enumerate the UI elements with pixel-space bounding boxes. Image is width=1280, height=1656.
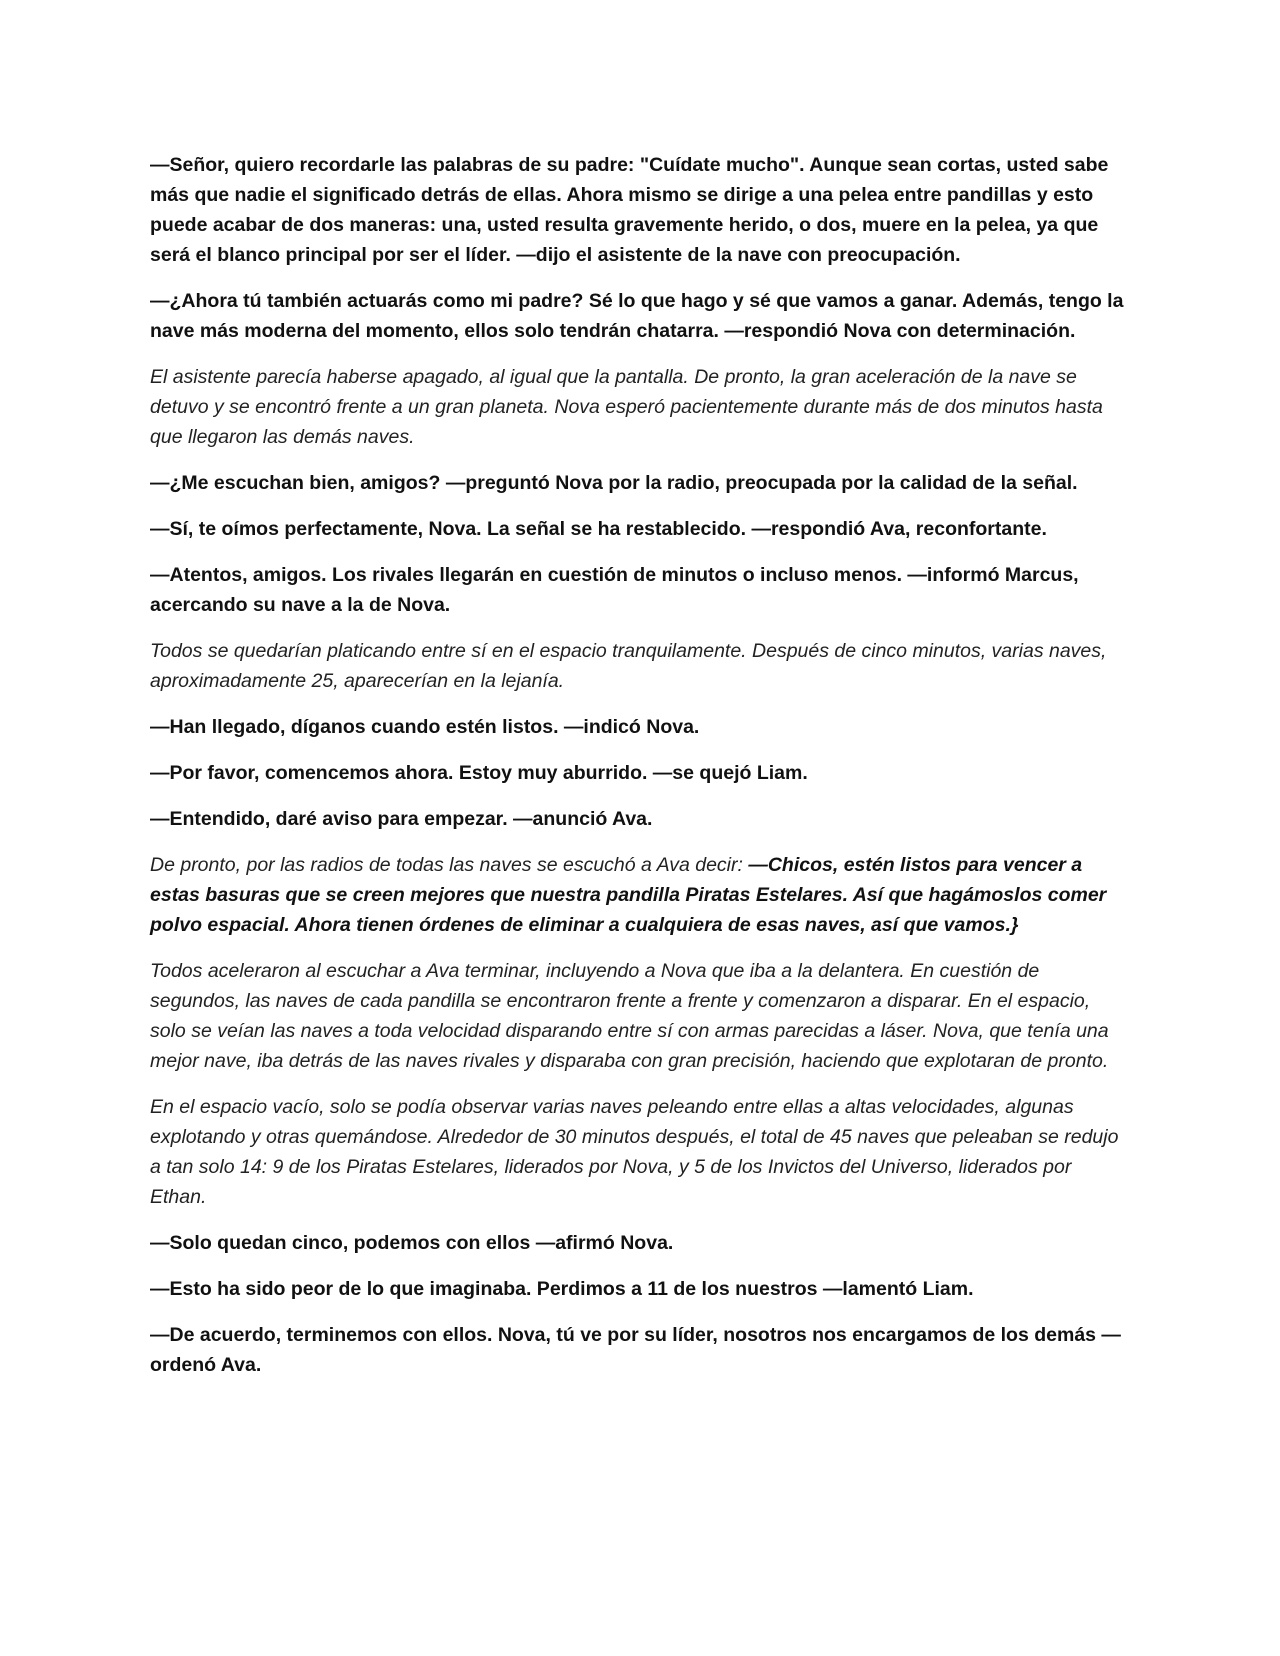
paragraph-dialogue: —De acuerdo, terminemos con ellos. Nova, tú ve por su líder, nosotros nos encargamos de los demás —ordenó Ava. — [150, 1324, 1121, 1376]
paragraph-dialogue: —¿Ahora tú también actuarás como mi padre? Sé lo que hago y sé que vamos a ganar. Además, tengo la nave más moderna del momento, ellos solo tendrán chatarra. —respondió Nova con determinación. — [150, 290, 1124, 342]
paragraph-dialogue: —Señor, quiero recordarle las palabras de su padre: "Cuídate mucho". Aunque sean cortas, usted sabe más que nadie el significado detrás de ellas. Ahora mismo se dirige a una pelea entre pandillas y esto puede acabar de dos maneras: una, usted resulta gravemente herido, o dos, muere en la pelea, ya que será el blanco principal por ser el líder. —dijo el asistente de la nave con preocupación. — [150, 154, 1109, 266]
document-page — [150, 150, 1125, 1396]
paragraph-dialogue: —Atentos, amigos. Los rivales llegarán en cuestión de minutos o incluso menos. —informó Marcus, acercando su nave a la de Nova. — [150, 564, 1079, 616]
paragraph-narration: En el espacio vacío, solo se podía observar varias naves peleando entre ellas a altas velocidades, algunas explotando y otras quemándose. Alrededor de 30 minutos después, el total de 45 naves que peleaban se redujo a tan solo 14: 9 de los Piratas Estelares, liderados por Nova, y 5 de los Invictos del Universo, liderados por Ethan. — [150, 1096, 1119, 1208]
dialogue-emphasis: —Chicos, estén listos para vencer a estas basuras que se creen mejores que nuestra pandilla Piratas Estelares. Así que hagámoslos comer polvo espacial. Ahora tienen órdenes de eliminar a cualquiera de esas naves, así que vamos.} — [150, 854, 1107, 936]
paragraph-dialogue: —Esto ha sido peor de lo que imaginaba. Perdimos a 11 de los nuestros —lamentó Liam. — [150, 1278, 974, 1300]
paragraph-dialogue: —¿Me escuchan bien, amigos? —preguntó Nova por la radio, preocupada por la calidad de la señal. — [150, 472, 1078, 494]
paragraph-dialogue: —Entendido, daré aviso para empezar. —anunció Ava. — [150, 808, 653, 830]
paragraph-dialogue: —Solo quedan cinco, podemos con ellos —afirmó Nova. — [150, 1232, 674, 1254]
narration-lead: De pronto, por las radios de todas las naves se escuchó a Ava decir: — [150, 854, 749, 876]
paragraph-dialogue: —Han llegado, díganos cuando estén listos. —indicó Nova. — [150, 716, 700, 738]
paragraph-narration-with-dialogue — [150, 850, 1125, 940]
paragraph-narration: Todos aceleraron al escuchar a Ava terminar, incluyendo a Nova que iba a la delantera. En cuestión de segundos, las naves de cada pandilla se encontraron frente a frente y comenzaron a disparar. En el espacio, solo se veían las naves a toda velocidad disparando entre sí con armas parecidas a láser. Nova, que tenía una mejor nave, iba detrás de las naves rivales y disparaba con gran precisión, haciendo que explotaran de pronto. — [150, 960, 1109, 1072]
paragraph-dialogue: —Por favor, comencemos ahora. Estoy muy aburrido. —se quejó Liam. — [150, 762, 808, 784]
paragraph-narration: Todos se quedarían platicando entre sí en el espacio tranquilamente. Después de cinco minutos, varias naves, aproximadamente 25, aparecerían en la lejanía. — [150, 640, 1107, 692]
paragraph-dialogue: —Sí, te oímos perfectamente, Nova. La señal se ha restablecido. —respondió Ava, reconfortante. — [150, 518, 1047, 540]
paragraph-narration: El asistente parecía haberse apagado, al igual que la pantalla. De pronto, la gran aceleración de la nave se detuvo y se encontró frente a un gran planeta. Nova esperó pacientemente durante más de dos minutos hasta que llegaron las demás naves. — [150, 366, 1103, 448]
